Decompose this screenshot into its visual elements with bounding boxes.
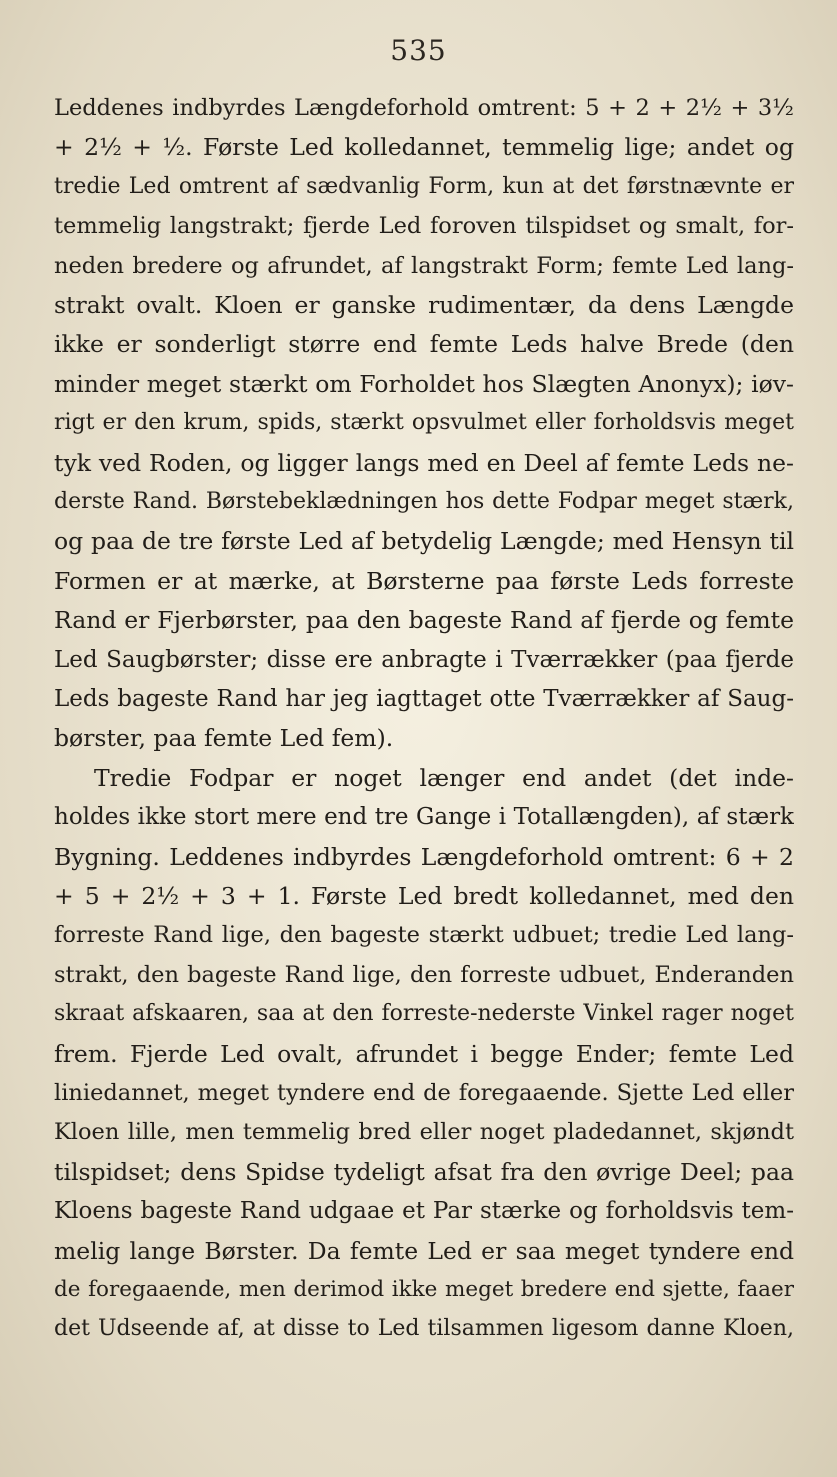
text-line: Tredie Fodpar er noget længer end andet (det inde- xyxy=(94,763,794,792)
text-line: tredie Led omtrent af sædvanlig Form, kun at det førstnævnte er xyxy=(54,173,794,199)
text-line: tilspidset; dens Spidse tydeligt afsat fra den øvrige Deel; paa xyxy=(54,1157,794,1186)
text-line: + 5 + 2½ + 3 + 1. Første Led bredt kolledannet, med den xyxy=(54,882,794,910)
text-line: strakt, den bageste Rand lige, den forreste udbuet, Enderanden xyxy=(54,961,794,988)
text-line: Leds bageste Rand har jeg iagttaget otte Tværrækker af Saug- xyxy=(54,686,794,712)
text-line: + 2½ + ½. Første Led kolledannet, temmelig lige; andet og xyxy=(54,133,794,162)
text-line: strakt ovalt. Kloen er ganske rudimentær, da dens Længde xyxy=(54,291,794,319)
page-number: 535 xyxy=(390,34,447,67)
text-line: tyk ved Roden, og ligger langs med en Deel af femte Leds ne- xyxy=(54,448,794,477)
text-line: minder meget stærkt om Forholdet hos Slægten Anonyx); iøv- xyxy=(54,369,794,398)
text-line: forreste Rand lige, den bageste stærkt udbuet; tredie Led lang- xyxy=(54,922,794,949)
text-line: Leddenes indbyrdes Længdeforhold omtrent: 5 + 2 + 2½ + 3½ xyxy=(54,95,794,121)
text-line: og paa de tre første Led af betydelig Længde; med Hensyn til xyxy=(54,527,794,556)
text-line: Bygning. Leddenes indbyrdes Længdeforhold omtrent: 6 + 2 xyxy=(54,842,794,871)
text-line: Kloen lille, men temmelig bred eller noget pladedannet, skjøndt xyxy=(54,1119,794,1146)
text-line: børster, paa femte Led fem). xyxy=(54,724,394,753)
text-line: derste Rand. Børstebeklædningen hos dette Fodpar meget stærk, xyxy=(54,489,794,514)
text-line: skraat afskaaren, saa at den forreste-nederste Vinkel rager noget xyxy=(54,1001,794,1027)
text-line: temmelig langstrakt; fjerde Led foroven tilspidset og smalt, for- xyxy=(54,213,794,240)
text-line: frem. Fjerde Led ovalt, afrundet i begge Ender; femte Led xyxy=(54,1039,794,1068)
text-line: Rand er Fjerbørster, paa den bageste Rand af fjerde og femte xyxy=(54,606,794,635)
text-line: liniedannet, meget tyndere end de foregaaende. Sjette Led eller xyxy=(54,1080,794,1106)
text-line: neden bredere og afrundet, af langstrakt Form; femte Led lang- xyxy=(54,252,794,279)
text-line: Kloens bageste Rand udgaae et Par stærke og forholdsvis tem- xyxy=(54,1198,794,1225)
text-line: de foregaaende, men derimod ikke meget bredere end sjette, faaer xyxy=(54,1277,794,1302)
body-text xyxy=(54,86,794,1376)
text-line: det Udseende af, at disse to Led tilsammen ligesom danne Kloen, xyxy=(54,1316,794,1342)
text-line: Formen er at mærke, at Børsterne paa første Leds forreste xyxy=(54,566,794,595)
text-line: rigt er den krum, spids, stærkt opsvulmet eller forholdsvis meget xyxy=(54,410,794,436)
text-line: melig lange Børster. Da femte Led er saa meget tyndere end xyxy=(54,1236,794,1265)
text-line: Led Saugbørster; disse ere anbragte i Tværrækker (paa fjerde xyxy=(54,646,794,673)
text-line: ikke er sonderligt større end femte Leds halve Brede (den xyxy=(54,330,794,359)
text-line: holdes ikke stort mere end tre Gange i Totallængden), af stærk xyxy=(54,804,794,831)
